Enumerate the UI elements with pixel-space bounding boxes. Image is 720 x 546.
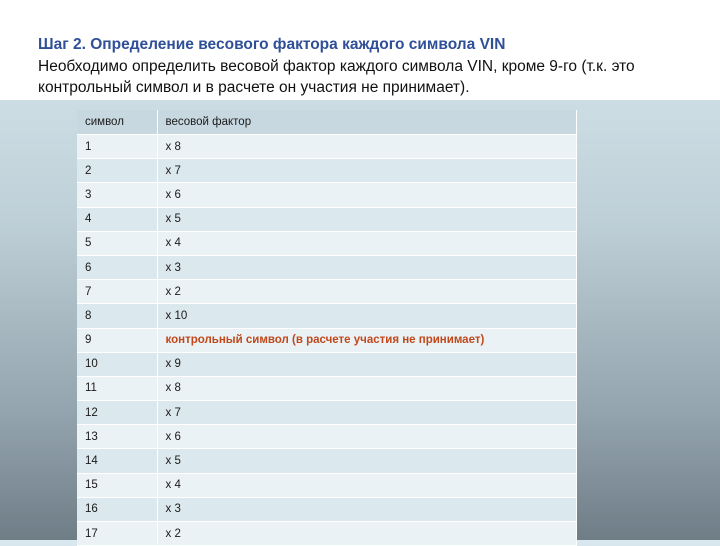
cell-symbol: 6 — [77, 255, 157, 279]
table-row — [77, 352, 577, 376]
cell-symbol: 13 — [77, 425, 157, 449]
cell-weight-factor: x 6 — [157, 183, 577, 207]
cell-weight-factor: x 8 — [157, 135, 577, 159]
cell-weight-factor: x 7 — [157, 159, 577, 183]
cell-weight-factor: x 6 — [157, 425, 577, 449]
cell-symbol: 7 — [77, 280, 157, 304]
slide-description: Необходимо определить весовой фактор каждого символа VIN, кроме 9-го (т.к. это контрольный символ и в расчете он участия не принимает). — [38, 58, 635, 96]
table-row — [77, 376, 577, 400]
cell-symbol: 10 — [77, 352, 157, 376]
cell-weight-factor: x 2 — [157, 522, 577, 546]
cell-symbol: 2 — [77, 159, 157, 183]
cell-weight-factor: x 9 — [157, 352, 577, 376]
table-row — [77, 207, 577, 231]
cell-symbol: 4 — [77, 207, 157, 231]
table-row — [77, 304, 577, 328]
table-row — [77, 231, 577, 255]
table-row — [77, 401, 577, 425]
slide-title: Шаг 2. Определение весового фактора каждого символа VIN — [38, 36, 506, 53]
cell-symbol: 8 — [77, 304, 157, 328]
table-row — [77, 328, 577, 352]
table-row — [77, 255, 577, 279]
cell-weight-factor: x 2 — [157, 280, 577, 304]
cell-weight-factor: x 8 — [157, 376, 577, 400]
table-row — [77, 497, 577, 521]
table-row — [77, 473, 577, 497]
table-row — [77, 425, 577, 449]
cell-symbol: 11 — [77, 376, 157, 400]
weight-factor-table — [77, 110, 577, 546]
cell-symbol: 9 — [77, 328, 157, 352]
cell-symbol: 1 — [77, 135, 157, 159]
cell-symbol: 15 — [77, 473, 157, 497]
header-weight-factor: весовой фактор — [157, 110, 577, 135]
cell-symbol: 12 — [77, 401, 157, 425]
cell-weight-factor: x 3 — [157, 497, 577, 521]
cell-symbol: 3 — [77, 183, 157, 207]
cell-weight-factor: x 4 — [157, 473, 577, 497]
cell-weight-factor: x 4 — [157, 231, 577, 255]
cell-weight-factor: x 5 — [157, 449, 577, 473]
cell-weight-factor: x 5 — [157, 207, 577, 231]
table-row — [77, 449, 577, 473]
cell-symbol: 14 — [77, 449, 157, 473]
table-row — [77, 280, 577, 304]
cell-weight-factor: x 7 — [157, 401, 577, 425]
table-row — [77, 183, 577, 207]
cell-weight-factor: x 10 — [157, 304, 577, 328]
cell-symbol: 17 — [77, 522, 157, 546]
table-row — [77, 135, 577, 159]
cell-symbol: 5 — [77, 231, 157, 255]
table-row — [77, 159, 577, 183]
cell-weight-factor: контрольный символ (в расчете участия не принимает) — [157, 328, 577, 352]
table-header-row — [77, 110, 577, 135]
header-symbol: символ — [77, 110, 157, 135]
cell-symbol: 16 — [77, 497, 157, 521]
table-row — [77, 522, 577, 546]
cell-weight-factor: x 3 — [157, 255, 577, 279]
